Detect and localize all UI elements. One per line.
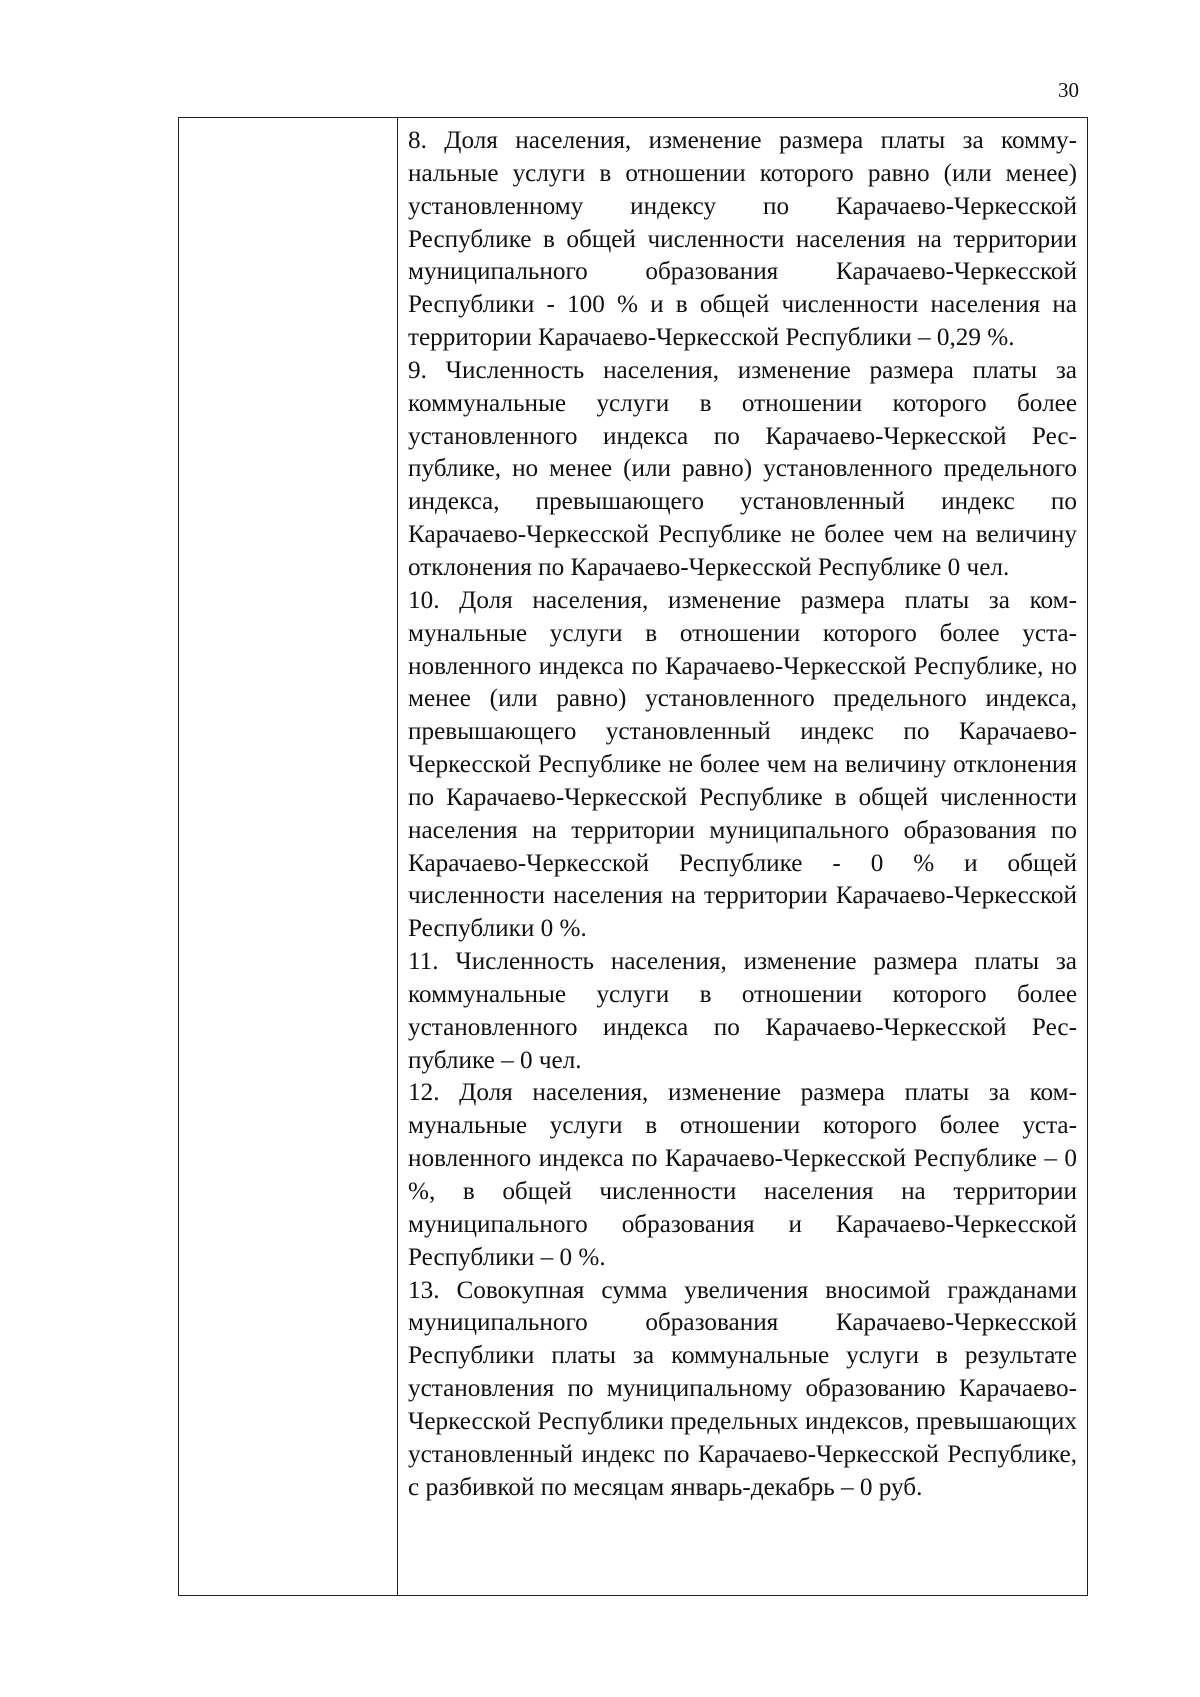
- paragraph-item-11: 11. Численность населения, изменение размера платы за коммунальные услуги в отношении которого более установленного индекса по Карачаево-Черкесской Республике – 0 чел.: [408, 948, 1077, 1074]
- paragraph-item-8: 8. Доля населения, изменение размера платы за коммунальные услуги в отношении которого равно (или менее) установленному индексу по Карачаево-Черкесской Республике в общей численности населения на территории муниципального образования Карачаево-Черкесской Республики - 100 % и в общей численности населения на территории Карачаево-Черкесской Республики – 0,29 %.: [408, 127, 1077, 352]
- paragraph-item-10: 10. Доля населения, изменение размера платы за коммунальные услуги в отношении которого более установленного индекса по Карачаево-Черкесской Республике, но менее (или равно) установленного предельного индекса, превышающего установленный индекс по Карачаево-Черкесской Республике не более чем на величину отклонения по Карачаево-Черкесской Республике в общей численности населения на территории муниципального образования по Карачаево-Черкесской Республике - 0 % и общей численности населения на территории Карачаево-Черкесской Республики 0 %.: [408, 586, 1077, 943]
- table-left-cell: [179, 118, 398, 1595]
- table-right-cell: [398, 118, 1087, 1595]
- indicator-table: [178, 117, 1088, 1596]
- page-number: 30: [1058, 78, 1079, 102]
- paragraph-item-12: 12. Доля населения, изменение размера платы за коммунальные услуги в отношении которого более установленного индекса по Карачаево-Черкесской Республике – 0 %, в общей численности населения на территории муниципального образования и Карачаево-Черкесской Республики – 0 %.: [408, 1079, 1077, 1271]
- paragraph-item-9: 9. Численность населения, изменение размера платы за коммунальные услуги в отношении которого более установленного индекса по Карачаево-Черкесской Республике, но менее (или равно) установленного предельного индекса, превышающего установленный индекс по Карачаево-Черкесской Республике не более чем на величину отклонения по Карачаево-Черкесской Республике 0 чел.: [408, 356, 1077, 581]
- paragraph-item-13: 13. Совокупная сумма увеличения вносимой гражданами муниципального образования Карачаево-Черкесской Республики платы за коммунальные услуги в результате установления по муниципальному образованию Карачаево-Черкесской Республики предельных индексов, превышающих установленный индекс по Карачаево-Черкесской Республике, с разбивкой по месяцам январь-декабрь – 0 руб.: [408, 1276, 1077, 1501]
